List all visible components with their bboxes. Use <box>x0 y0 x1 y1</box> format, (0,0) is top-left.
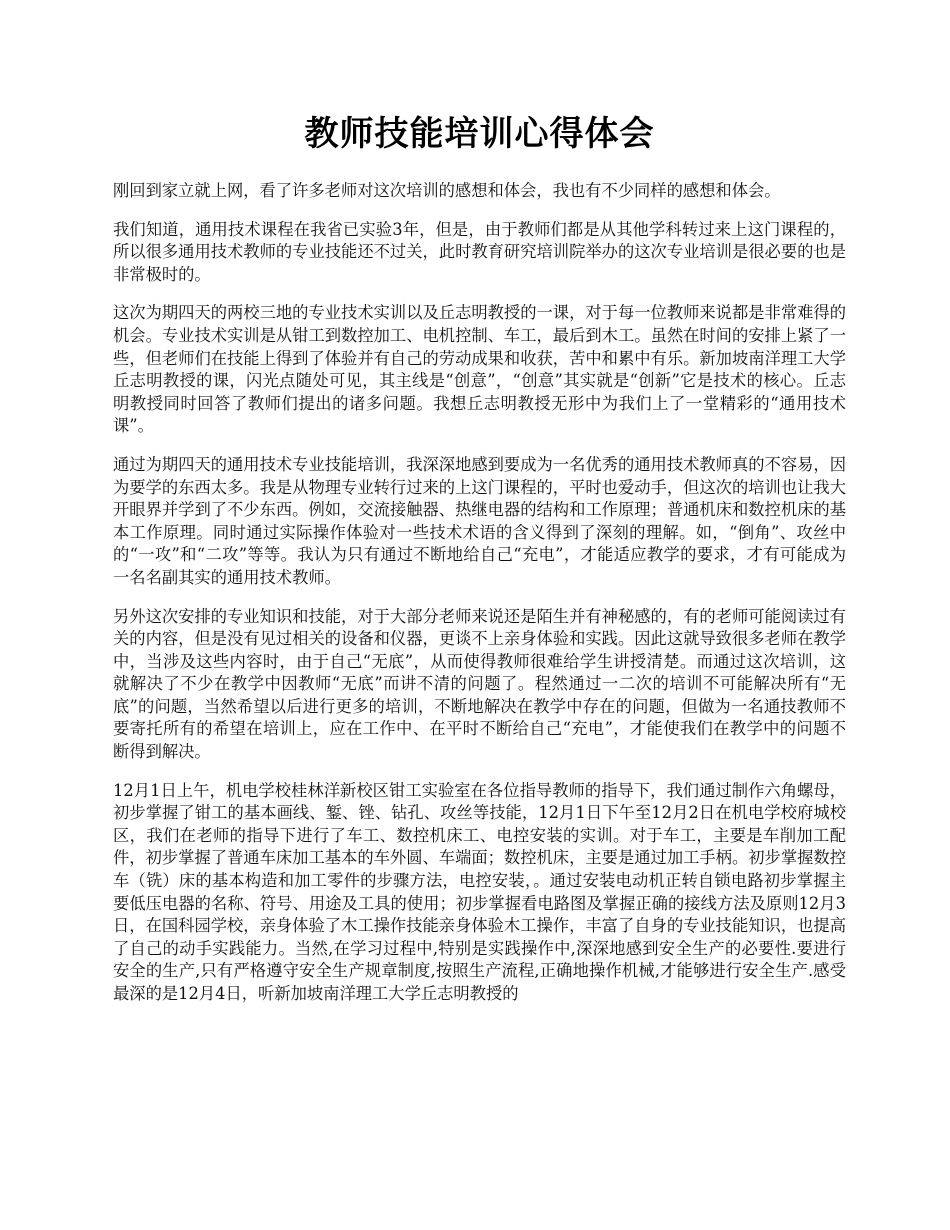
paragraph-skill-reflection: 通过为期四天的通用技术专业技能培训，我深深地感到要成为一名优秀的通用技术教师真的不容易，因为要学的东西太多。我是从物理专业转行过来的上这门课程的，平时也爱动手，但这次的培训也让我大开眼界并学到了不少东西。例如，交流接触器、热继电器的结构和工作原理；普通机床和数控机床的基本工作原理。同时通过实际操作体验对一些技术术语的含义得到了深刻的理解。如，“倒角”、攻丝中的“一攻”和“二攻”等等。我认为只有通过不断地给自己“充电”，才能适应教学的要求，才有可能成为一名名副其实的通用技术教师。 <box>113 454 846 587</box>
paragraph-unfamiliar-knowledge: 另外这次安排的专业知识和技能，对于大部分老师来说还是陌生并有神秘感的，有的老师可能阅读过有关的内容，但是没有见过相关的设备和仪器，更谈不上亲身体验和实践。因此这就导致很多老师在教学中，当涉及这些内容时，由于自己“无底”，从而使得教师很难给学生讲授清楚。而通过这次培训，这就解决了不少在教学中因教师“无底”而讲不清的问题了。程然通过一二次的培训不可能解决所有“无底”的问题，当然希望以后进行更多的培训，不断地解决在教学中存在的问题，但做为一名通技教师不要寄托所有的希望在培训上，应在工作中、在平时不断给自己“充电”，才能使我们在教学中的问题不断得到解决。 <box>113 606 846 762</box>
paragraph-training-schedule: 12月1日上午，机电学校桂林洋新校区钳工实验室在各位指导教师的指导下，我们通过制作六角螺母，初步掌握了钳工的基本画线、錾、锉、钻孔、攻丝等技能，12月1日下午至12月2日在机电学校府城校区，我们在老师的指导下进行了车工、数控机床工、电控安装的实训。对于车工，主要是车削加工配件，初步掌握了普通车床加工基本的车外圆、车端面；数控机床，主要是通过加工手柄。初步掌握数控车（铣）床的基本构造和加工零件的步骤方法，电控安装，。通过安装电动机正转自锁电路初步掌握主要低压电器的名称、符号、用途及工具的使用；初步掌握看电路图及掌握正确的接线方法及原则12月3日，在国科园学校，亲身体验了木工操作技能亲身体验木工操作，丰富了自身的专业技能知识，也提高了自己的动手实践能力。当然,在学习过程中,特别是实践操作中,深深地感到安全生产的必要性.要进行安全的生产,只有严格遵守安全生产规章制度,按照生产流程,正确地操作机械,才能够进行安全生产.感受最深的是12月4日，听新加坡南洋理工大学丘志明教授的 <box>113 780 846 1003</box>
paragraph-intro: 刚回到家立就上网，看了许多老师对这次培训的感想和体会，我也有不少同样的感想和体会。 <box>113 181 781 200</box>
paragraph-course-background: 我们知道，通用技术课程在我省已实验3年，但是，由于教师们都是从其他学科转过来上这门课程的，所以很多通用技术教师的专业技能还不过关，此时教育研究培训院举办的这次专业培训是很必要的也是非常极时的。 <box>113 219 846 284</box>
paragraph-training-overview: 这次为期四天的两校三地的专业技术实训以及丘志明教授的一课，对于每一位教师来说都是非常难得的机会。专业技术实训是从钳工到数控加工、电机控制、车工，最后到木工。虽然在时间的安排上紧了一些，但老师们在技能上得到了体验并有自己的劳动成果和收获，苦中和累中有乐。新加坡南洋理工大学丘志明教授的课，闪光点随处可见，其主线是“创意”，“创意”其实就是“创新”它是技术的核心。丘志明教授同时回答了教师们提出的诸多问题。我想丘志明教授无形中为我们上了一堂精彩的“通用技术课”。 <box>113 303 846 436</box>
document-title: 教师技能培训心得体会 <box>304 114 655 154</box>
